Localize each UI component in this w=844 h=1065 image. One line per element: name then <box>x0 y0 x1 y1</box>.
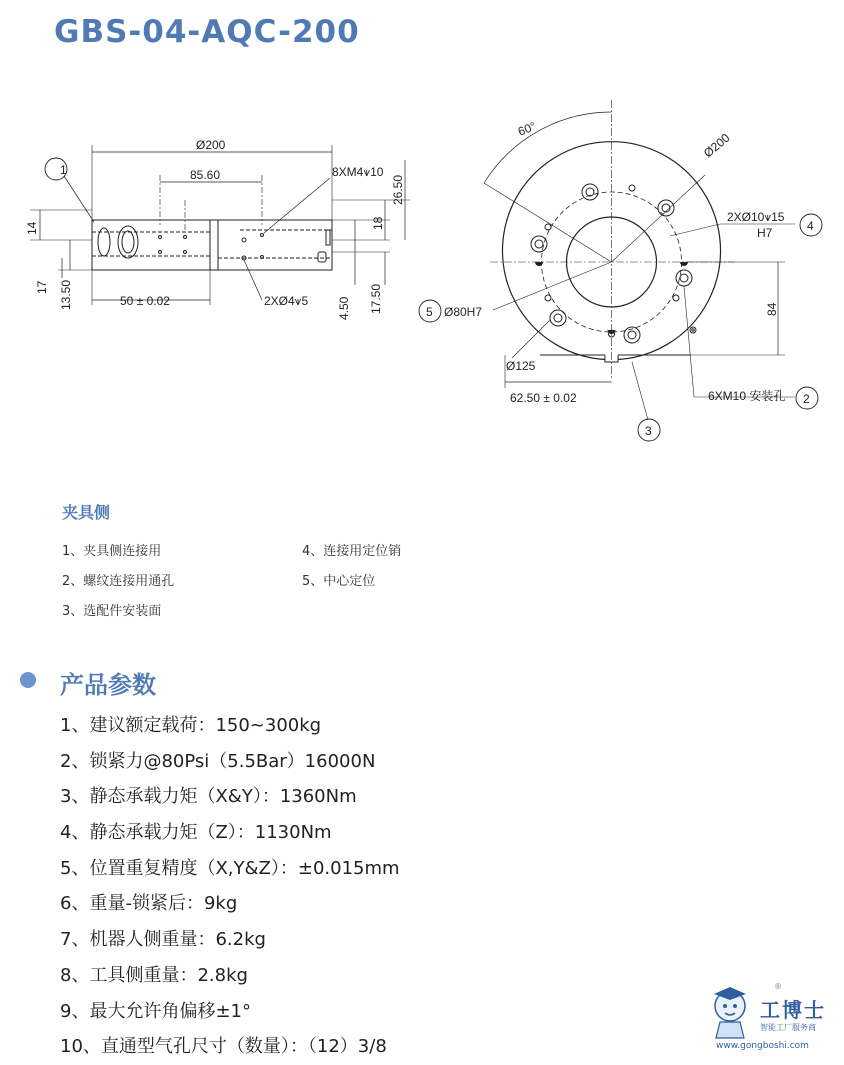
param-item: 9、最大允许角偏移±1° <box>60 1000 251 1022</box>
legend-item-5: 5、中心定位 <box>302 574 376 589</box>
dim-side-dia200: Ø200 <box>196 138 226 152</box>
callout-1: 1 <box>60 163 67 177</box>
dim-front-h7: H7 <box>757 226 773 240</box>
technical-drawings <box>0 80 844 460</box>
dim-side-450: 4.50 <box>337 296 351 320</box>
legend-item-4: 4、连接用定位销 <box>302 544 402 559</box>
dim-side-14: 14 <box>25 221 39 235</box>
dim-side-1350: 13.50 <box>59 279 73 310</box>
dim-side-tol50: 50 ± 0.02 <box>120 294 170 308</box>
param-item: 6、重量-锁紧后：9kg <box>60 893 238 915</box>
dim-side-2650: 26.50 <box>391 174 405 205</box>
gripper-side-heading: 夹具侧 <box>62 503 111 522</box>
dim-front-center: Ø80H7 <box>444 305 483 319</box>
callout-3: 3 <box>645 424 652 438</box>
dim-front-pcd: Ø125 <box>506 359 536 373</box>
registered-mark: ® <box>774 982 782 991</box>
param-item: 3、静态承载力矩（X&Y）：1360Nm <box>60 786 357 808</box>
legend-item-1: 1、夹具侧连接用 <box>62 544 162 559</box>
dim-front-angle60: 60° <box>515 118 538 139</box>
callout-5: 5 <box>426 305 433 319</box>
param-item: 8、工具侧重量：2.8kg <box>60 964 248 986</box>
param-list <box>60 708 400 1065</box>
dim-front-pin: 2XØ10⩛15 <box>727 210 785 224</box>
dim-side-17: 17 <box>35 280 49 294</box>
param-item: 10、直通型气孔尺寸（数量）：（12）3/8 <box>60 1036 387 1058</box>
callout-2: 2 <box>803 392 810 406</box>
param-item: 2、锁紧力@80Psi（5.5Bar）16000N <box>60 750 376 772</box>
product-params-heading: 产品参数 <box>60 671 156 699</box>
company-logo <box>704 984 834 1056</box>
legend-item-3: 3、选配件安装面 <box>62 604 162 619</box>
section-bullet-icon <box>20 672 36 688</box>
param-item: 5、位置重复精度（X,Y&Z）：±0.015mm <box>60 857 400 879</box>
dim-side-thread: 8XM4⩛10 <box>332 165 384 179</box>
logo-url: www.gongboshi.com <box>716 1041 809 1051</box>
param-item: 1、建议额定载荷：150~300kg <box>60 715 322 736</box>
logo-slogan: 智能工厂服务商 <box>760 1023 816 1032</box>
dim-side-1750: 17.50 <box>369 283 383 314</box>
callout-4: 4 <box>807 219 814 233</box>
legend-item-2: 2、螺纹连接用通孔 <box>62 574 175 589</box>
dim-front-tol6250: 62.50 ± 0.02 <box>510 391 577 405</box>
dim-side-holes: 2XØ4⩛5 <box>264 294 309 308</box>
param-item: 7、机器人侧重量：6.2kg <box>60 929 266 951</box>
logo-name: 工博士 <box>760 998 826 1022</box>
dim-front-mount: 6XM10 安装孔 <box>708 389 786 403</box>
dim-front-84: 84 <box>765 302 779 316</box>
param-item: 4、静态承载力矩（Z）：1130Nm <box>60 822 332 844</box>
mascot-icon <box>704 984 760 1042</box>
dim-side-8560: 85.60 <box>190 168 221 182</box>
dim-front-dia200: Ø200 <box>700 130 733 161</box>
product-model-title: GBS-04-AQC-200 <box>54 14 360 50</box>
dim-side-18: 18 <box>371 216 385 230</box>
